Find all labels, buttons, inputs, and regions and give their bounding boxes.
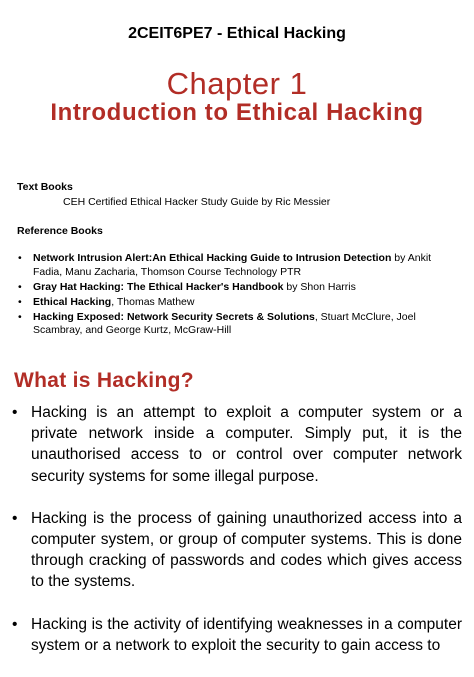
bullet-item — [10, 614, 462, 656]
bullet-text: Hacking is the activity of identifying weaknesses in a computer system or a network to exploit the security to gain access to — [31, 615, 462, 654]
reference-book-title: Gray Hat Hacking: The Ethical Hacker's Handbook — [33, 280, 284, 293]
reference-book-title: Hacking Exposed: Network Security Secrets & Solutions — [33, 310, 315, 323]
definition-bullets — [10, 402, 462, 677]
chapter-number: Chapter 1 — [166, 66, 308, 101]
bullet-icon: • — [18, 295, 22, 308]
bullet-icon: • — [12, 404, 18, 421]
reference-book-item — [17, 311, 462, 338]
bullet-icon: • — [18, 280, 22, 293]
reference-book-title: Ethical Hacking — [33, 295, 112, 308]
course-title: 2CEIT6PE7 - Ethical Hacking — [128, 25, 346, 42]
reference-book-authors: by Ankit Fadia, Manu Zacharia, Thomson Course Technology PTR — [33, 252, 432, 278]
section-heading: What is Hacking? — [14, 369, 194, 392]
reference-books-label: Reference Books — [17, 225, 103, 237]
reference-book-authors: , Stuart McClure, Joel Scambray, and George Kurtz, McGraw-Hill — [33, 310, 416, 336]
reference-book-item — [17, 281, 462, 295]
bullet-icon: • — [18, 252, 22, 264]
text-book-item: CEH Certified Ethical Hacker Study Guide by Ric Messier — [63, 196, 331, 208]
reference-book-item — [17, 296, 462, 310]
reference-book-item — [17, 252, 462, 279]
reference-books-list — [17, 252, 462, 339]
bullet-item — [10, 508, 462, 593]
bullet-item — [10, 402, 462, 487]
reference-book-authors: , Thomas Mathew — [111, 295, 195, 308]
reference-book-authors: by Shon Harris — [283, 280, 356, 293]
bullet-icon: • — [18, 310, 22, 323]
bullet-text: Hacking is an attempt to exploit a computer system or a private network inside a computer. Simply put, it is the unauthorised access to or control over computer network security systems for some illegal purpose. — [31, 404, 462, 485]
text-books-label: Text Books — [17, 181, 73, 193]
bullet-text: Hacking is the process of gaining unauthorized access into a computer system, or group of computer systems. This is done through cracking of passwords and codes which gives access to the systems. — [31, 509, 462, 591]
bullet-icon: • — [12, 615, 18, 633]
chapter-title: Introduction to Ethical Hacking — [50, 99, 424, 126]
bullet-icon: • — [12, 509, 18, 527]
reference-book-title: Network Intrusion Alert:An Ethical Hacking Guide to Intrusion Detection — [33, 252, 392, 264]
